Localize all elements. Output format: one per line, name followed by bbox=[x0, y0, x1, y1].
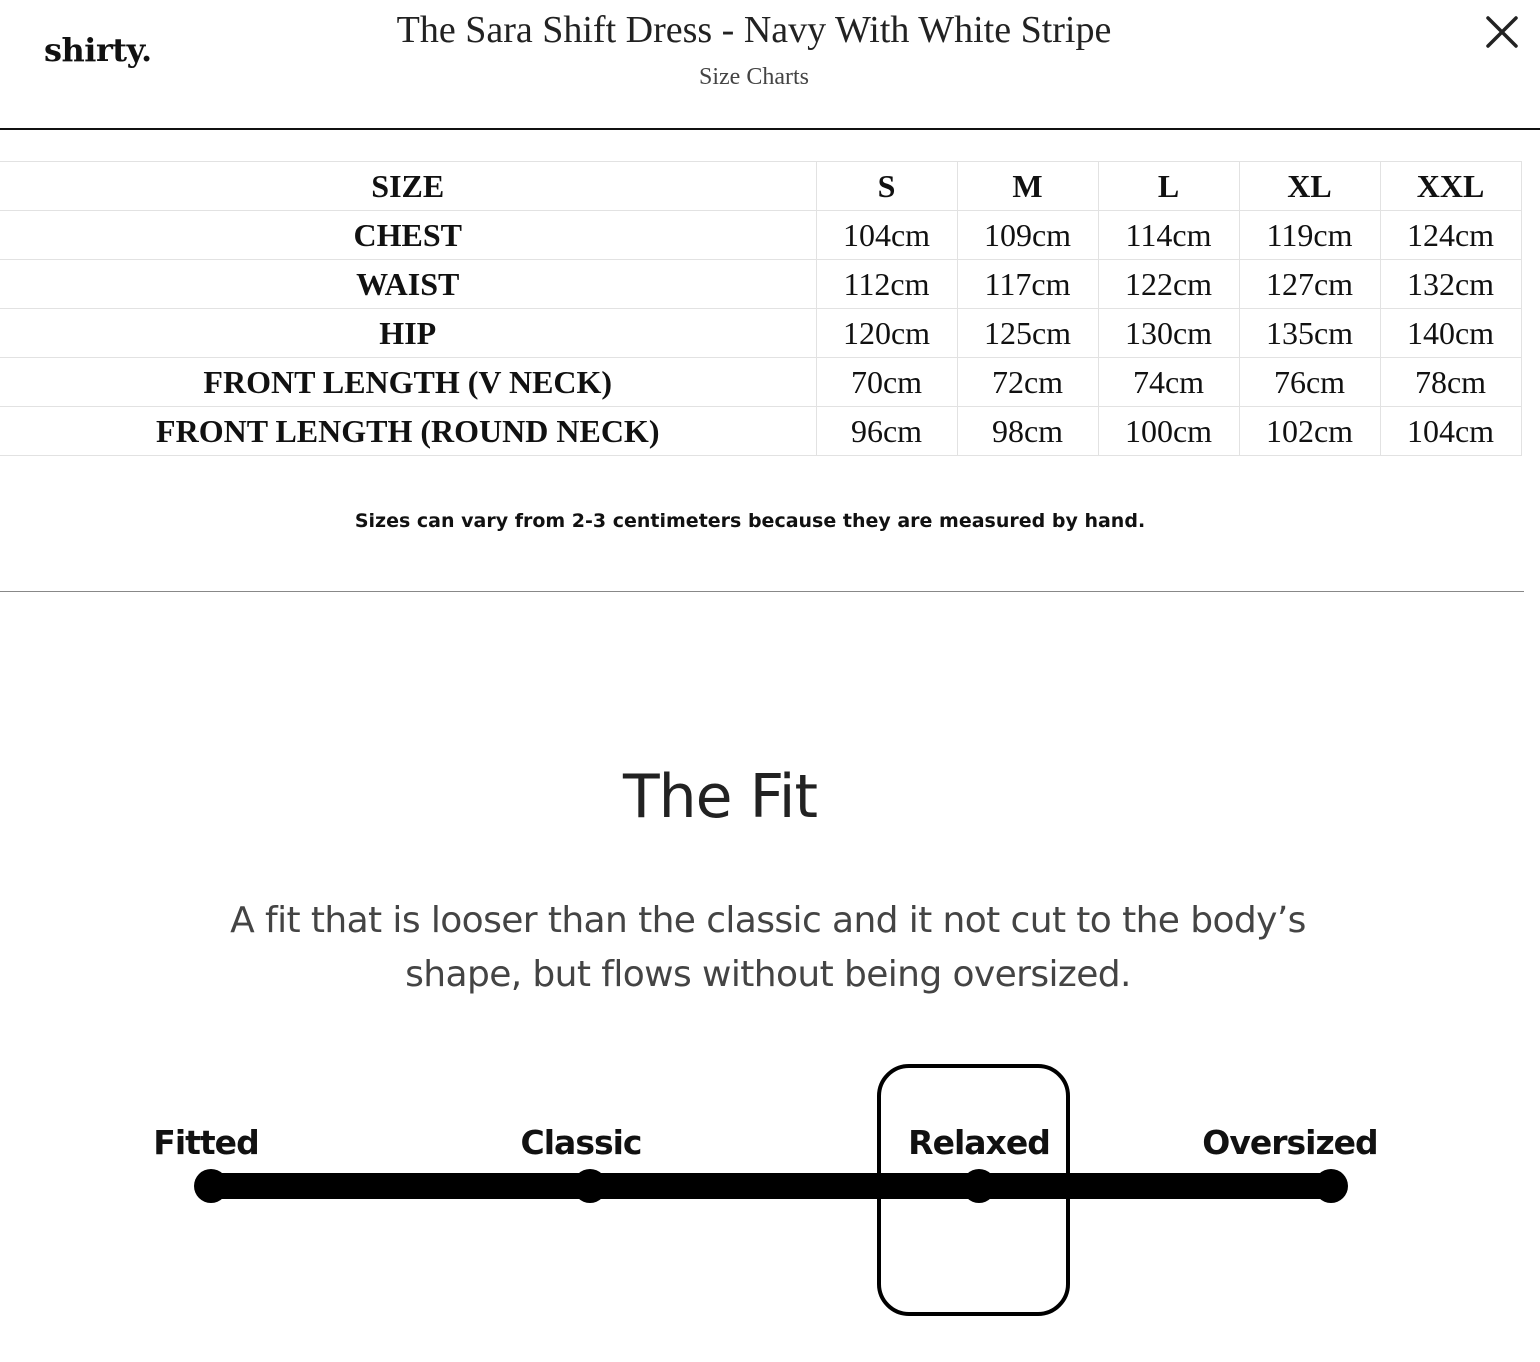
measurement-value: 124cm bbox=[1380, 211, 1521, 260]
measurement-value: 140cm bbox=[1380, 309, 1521, 358]
measurement-value: 74cm bbox=[1098, 358, 1239, 407]
fit-option-label: Classic bbox=[520, 1123, 642, 1162]
size-column-header: XXL bbox=[1380, 162, 1521, 211]
product-title: The Sara Shift Dress - Navy With White Stripe bbox=[396, 9, 1112, 51]
fit-heading: The Fit bbox=[622, 762, 817, 832]
measurement-value: 112cm bbox=[816, 260, 957, 309]
modal-subtitle: Size Charts bbox=[699, 64, 809, 90]
fit-option-label: Fitted bbox=[153, 1123, 259, 1162]
fit-scale-point bbox=[962, 1169, 996, 1203]
measurement-value: 72cm bbox=[957, 358, 1098, 407]
measurement-label: HIP bbox=[0, 309, 816, 358]
measurement-label: WAIST bbox=[0, 260, 816, 309]
table-row bbox=[0, 260, 1521, 309]
size-chart-table bbox=[0, 161, 1522, 456]
table-row bbox=[0, 407, 1521, 456]
measurement-value: 109cm bbox=[957, 211, 1098, 260]
measurement-value: 132cm bbox=[1380, 260, 1521, 309]
measurement-value: 125cm bbox=[957, 309, 1098, 358]
table-row bbox=[0, 211, 1521, 260]
measurement-label: CHEST bbox=[0, 211, 816, 260]
measurement-value: 119cm bbox=[1239, 211, 1380, 260]
fit-scale-point bbox=[1314, 1169, 1348, 1203]
measurement-value: 130cm bbox=[1098, 309, 1239, 358]
fit-scale-point bbox=[573, 1169, 607, 1203]
modal-header bbox=[0, 0, 1540, 130]
measurement-value: 98cm bbox=[957, 407, 1098, 456]
measurement-label: FRONT LENGTH (ROUND NECK) bbox=[0, 407, 816, 456]
size-column-header: S bbox=[816, 162, 957, 211]
table-row bbox=[0, 358, 1521, 407]
measurement-value: 102cm bbox=[1239, 407, 1380, 456]
measurement-value: 96cm bbox=[816, 407, 957, 456]
measurement-value: 127cm bbox=[1239, 260, 1380, 309]
measurement-value: 100cm bbox=[1098, 407, 1239, 456]
fit-scale bbox=[0, 1040, 1540, 1340]
measurement-value: 135cm bbox=[1239, 309, 1380, 358]
table-row bbox=[0, 309, 1521, 358]
fit-option-label-selected: Relaxed bbox=[908, 1123, 1050, 1162]
table-header-row bbox=[0, 162, 1521, 211]
measurement-value: 70cm bbox=[816, 358, 957, 407]
measurement-value: 117cm bbox=[957, 260, 1098, 309]
close-icon[interactable] bbox=[1482, 12, 1522, 52]
size-column-header: M bbox=[957, 162, 1098, 211]
size-header-label: SIZE bbox=[0, 162, 816, 211]
section-divider bbox=[0, 591, 1524, 592]
size-variance-note: Sizes can vary from 2-3 centimeters because they are measured by hand. bbox=[354, 510, 1146, 532]
measurement-value: 114cm bbox=[1098, 211, 1239, 260]
size-column-header: L bbox=[1098, 162, 1239, 211]
measurement-label: FRONT LENGTH (V NECK) bbox=[0, 358, 816, 407]
size-column-header: XL bbox=[1239, 162, 1380, 211]
measurement-value: 104cm bbox=[1380, 407, 1521, 456]
measurement-value: 122cm bbox=[1098, 260, 1239, 309]
measurement-value: 78cm bbox=[1380, 358, 1521, 407]
fit-scale-point bbox=[194, 1169, 228, 1203]
measurement-value: 76cm bbox=[1239, 358, 1380, 407]
measurement-value: 104cm bbox=[816, 211, 957, 260]
measurement-value: 120cm bbox=[816, 309, 957, 358]
brand-logo[interactable]: shirty. bbox=[44, 31, 152, 69]
fit-option-label: Oversized bbox=[1202, 1123, 1378, 1162]
fit-description: A fit that is looser than the classic and it not cut to the body’s shape, but flows without being oversized. bbox=[230, 900, 1306, 995]
